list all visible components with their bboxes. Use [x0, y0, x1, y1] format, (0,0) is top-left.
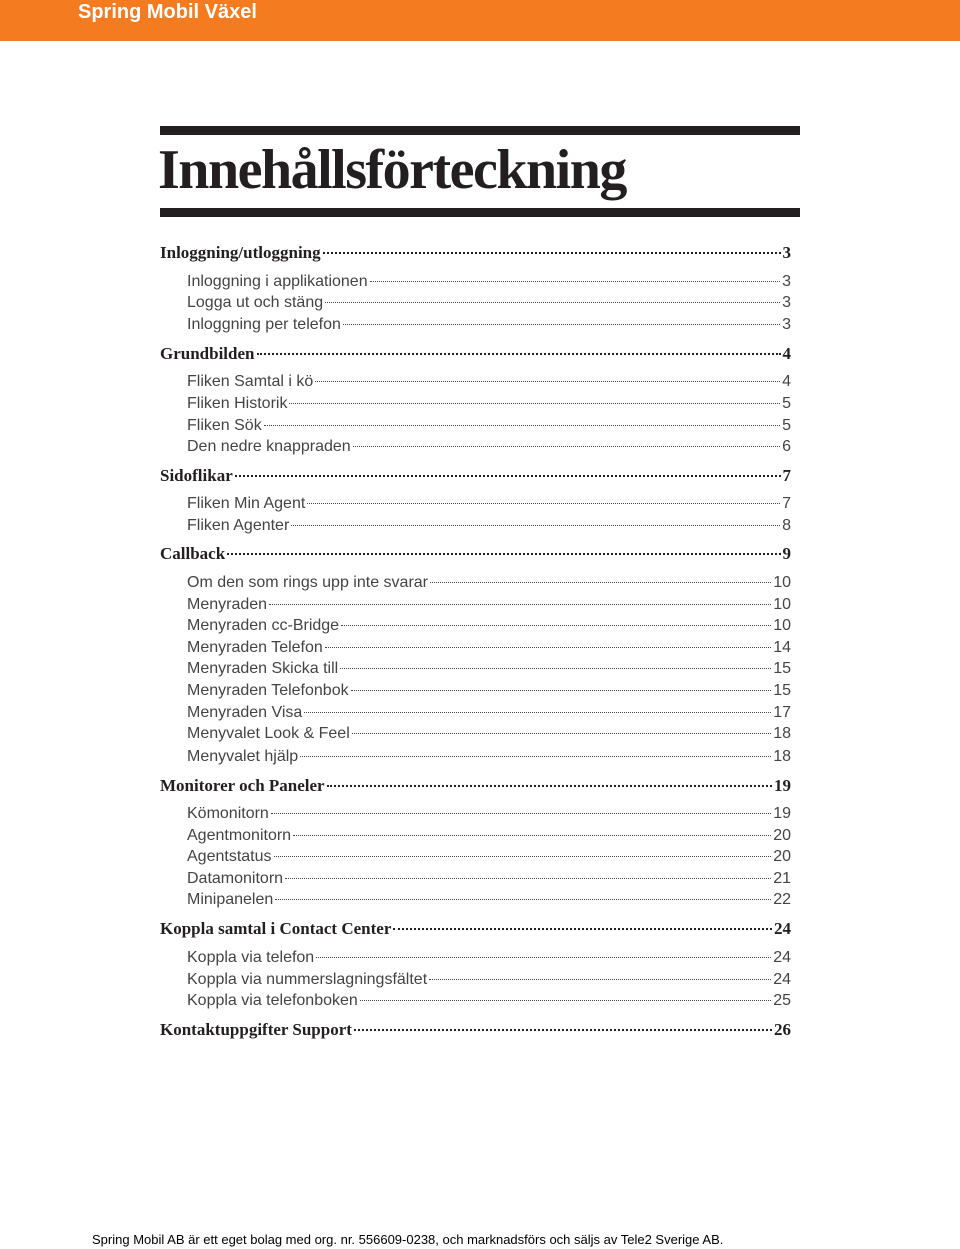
toc-page-number: 5	[782, 417, 791, 434]
toc-subsection[interactable]	[187, 292, 791, 314]
toc-subsection[interactable]	[187, 868, 791, 890]
toc-leader-dots	[274, 856, 772, 857]
toc-page-number: 3	[782, 294, 791, 311]
toc-page-number: 7	[782, 466, 791, 485]
toc-entry-label: Menyraden cc-Bridge	[187, 617, 340, 634]
toc-page-number: 4	[782, 344, 791, 363]
toc-page-number: 18	[773, 725, 791, 742]
toc-subsection[interactable]	[187, 436, 791, 458]
toc-entry-label: Menyvalet Look & Feel	[187, 725, 350, 742]
toc-leader-dots	[429, 979, 771, 980]
toc-leader-dots	[257, 353, 781, 355]
toc-subsection[interactable]	[187, 493, 791, 515]
toc-subsection[interactable]	[187, 572, 791, 594]
toc-leader-dots	[316, 957, 771, 958]
toc-page-number: 3	[782, 316, 791, 333]
toc-leader-dots	[264, 425, 780, 426]
toc-entry-label: Koppla samtal i Contact Center	[160, 919, 392, 938]
toc-subsection[interactable]	[187, 803, 791, 825]
toc-heading: Innehållsförteckning	[158, 139, 626, 201]
toc-subsection[interactable]	[187, 415, 791, 437]
toc-entry-label: Om den som rings upp inte svarar	[187, 574, 428, 591]
footer-text: Spring Mobil AB är ett eget bolag med org. nr. 556609-0238, och marknadsförs och säljs av Tele2 Sverige AB.	[92, 1232, 724, 1247]
toc-leader-dots	[354, 1029, 772, 1031]
toc-leader-dots	[269, 604, 771, 605]
toc-leader-dots	[360, 1000, 771, 1001]
toc-subsection[interactable]	[187, 271, 791, 293]
toc-page-number: 9	[782, 544, 791, 563]
toc-page-number: 17	[773, 704, 791, 721]
toc-entry-label: Menyraden Telefonbok	[187, 682, 349, 699]
toc-entry-label: Kontaktuppgifter Support	[160, 1020, 352, 1039]
toc-entry-label: Koppla via telefonboken	[187, 992, 358, 1009]
toc-subsection[interactable]	[187, 746, 791, 768]
toc-section[interactable]	[160, 918, 791, 940]
toc-subsection[interactable]	[187, 723, 791, 745]
toc-page-number: 3	[782, 273, 791, 290]
toc-leader-dots	[353, 446, 780, 447]
toc-entry-label: Sidoflikar	[160, 466, 233, 485]
toc-leader-dots	[430, 582, 771, 583]
toc-leader-dots	[340, 668, 771, 669]
toc-entry-label: Fliken Sök	[187, 417, 262, 434]
toc-subsection[interactable]	[187, 825, 791, 847]
toc-leader-dots	[343, 324, 780, 325]
toc-leader-dots	[289, 403, 780, 404]
toc-subsection[interactable]	[187, 314, 791, 336]
toc-leader-dots	[327, 785, 772, 787]
toc-entry-label: Menyvalet hjälp	[187, 748, 299, 765]
toc-leader-dots	[341, 625, 771, 626]
toc-leader-dots	[300, 756, 771, 757]
toc-page-number: 7	[782, 495, 791, 512]
toc-entry-label: Grundbilden	[160, 344, 255, 363]
toc-list	[160, 0, 791, 1248]
toc-leader-dots	[285, 878, 771, 879]
toc-entry-label: Logga ut och stäng	[187, 294, 324, 311]
toc-section[interactable]	[160, 543, 791, 565]
toc-page-number: 24	[774, 919, 791, 938]
toc-page-number: 24	[773, 971, 791, 988]
toc-page-number: 21	[773, 870, 791, 887]
toc-subsection[interactable]	[187, 393, 791, 415]
toc-leader-dots	[325, 647, 771, 648]
toc-subsection[interactable]	[187, 615, 791, 637]
toc-subsection[interactable]	[187, 637, 791, 659]
toc-entry-label: Callback	[160, 544, 226, 563]
toc-entry-label: Fliken Samtal i kö	[187, 373, 314, 390]
toc-entry-label: Fliken Min Agent	[187, 495, 306, 512]
toc-entry-label: Inloggning/utloggning	[160, 243, 321, 262]
toc-page-number: 6	[782, 438, 791, 455]
toc-subsection[interactable]	[187, 947, 791, 969]
toc-entry-label: Minipanelen	[187, 891, 274, 908]
toc-leader-dots	[291, 525, 780, 526]
toc-page-number: 15	[773, 682, 791, 699]
toc-subsection[interactable]	[187, 515, 791, 537]
toc-leader-dots	[235, 475, 781, 477]
toc-entry-label: Menyraden Visa	[187, 704, 303, 721]
toc-section[interactable]	[160, 465, 791, 487]
toc-page-number: 10	[773, 617, 791, 634]
toc-leader-dots	[323, 252, 781, 254]
toc-entry-label: Agentmonitorn	[187, 827, 292, 844]
toc-page-number: 24	[773, 949, 791, 966]
toc-leader-dots	[271, 813, 771, 814]
toc-leader-dots	[370, 281, 781, 282]
toc-leader-dots	[304, 712, 771, 713]
toc-subsection[interactable]	[187, 658, 791, 680]
toc-subsection[interactable]	[187, 702, 791, 724]
toc-page-number: 15	[773, 660, 791, 677]
toc-leader-dots	[227, 553, 780, 555]
toc-entry-label: Datamonitorn	[187, 870, 284, 887]
toc-subsection[interactable]	[187, 846, 791, 868]
toc-entry-label: Menyraden Skicka till	[187, 660, 339, 677]
toc-page-number: 8	[782, 517, 791, 534]
toc-subsection[interactable]	[187, 594, 791, 616]
toc-entry-label: Den nedre knappraden	[187, 438, 351, 455]
toc-entry-label: Fliken Agenter	[187, 517, 290, 534]
toc-section[interactable]	[160, 775, 791, 797]
toc-page-number: 10	[773, 574, 791, 591]
toc-leader-dots	[315, 381, 780, 382]
toc-page-number: 25	[773, 992, 791, 1009]
toc-section[interactable]	[160, 343, 791, 365]
header-title: Spring Mobil Växel	[78, 1, 257, 23]
toc-entry-label: Monitorer och Paneler	[160, 776, 325, 795]
toc-leader-dots	[275, 899, 771, 900]
toc-page-number: 26	[774, 1020, 791, 1039]
toc-page-number: 5	[782, 395, 791, 412]
toc-entry-label: Inloggning per telefon	[187, 316, 341, 333]
toc-entry-label: Kömonitorn	[187, 805, 269, 822]
toc-entry-label: Koppla via telefon	[187, 949, 315, 966]
toc-entry-label: Menyraden Telefon	[187, 639, 323, 656]
toc-page-number: 20	[773, 827, 791, 844]
toc-subsection[interactable]	[187, 969, 791, 991]
toc-page-number: 3	[782, 243, 791, 262]
toc-subsection[interactable]	[187, 990, 791, 1012]
toc-page-number: 10	[773, 596, 791, 613]
toc-subsection[interactable]	[187, 680, 791, 702]
toc-page-number: 4	[782, 373, 791, 390]
toc-leader-dots	[393, 928, 772, 930]
toc-page-number: 19	[774, 776, 791, 795]
toc-entry-label: Agentstatus	[187, 848, 272, 865]
toc-page-number: 19	[773, 805, 791, 822]
toc-page-number: 22	[773, 891, 791, 908]
toc-section[interactable]	[160, 1019, 791, 1041]
toc-entry-label: Koppla via nummerslagningsfältet	[187, 971, 428, 988]
toc-page-number: 20	[773, 848, 791, 865]
toc-subsection[interactable]	[187, 371, 791, 393]
toc-section[interactable]	[160, 242, 791, 264]
toc-entry-label: Inloggning i applikationen	[187, 273, 368, 290]
toc-leader-dots	[293, 835, 771, 836]
toc-leader-dots	[352, 733, 771, 734]
toc-page-number: 14	[773, 639, 791, 656]
toc-entry-label: Fliken Historik	[187, 395, 288, 412]
toc-leader-dots	[351, 690, 772, 691]
toc-leader-dots	[325, 302, 780, 303]
toc-entry-label: Menyraden	[187, 596, 268, 613]
toc-leader-dots	[307, 503, 780, 504]
toc-subsection[interactable]	[187, 889, 791, 911]
toc-page-number: 18	[773, 748, 791, 765]
